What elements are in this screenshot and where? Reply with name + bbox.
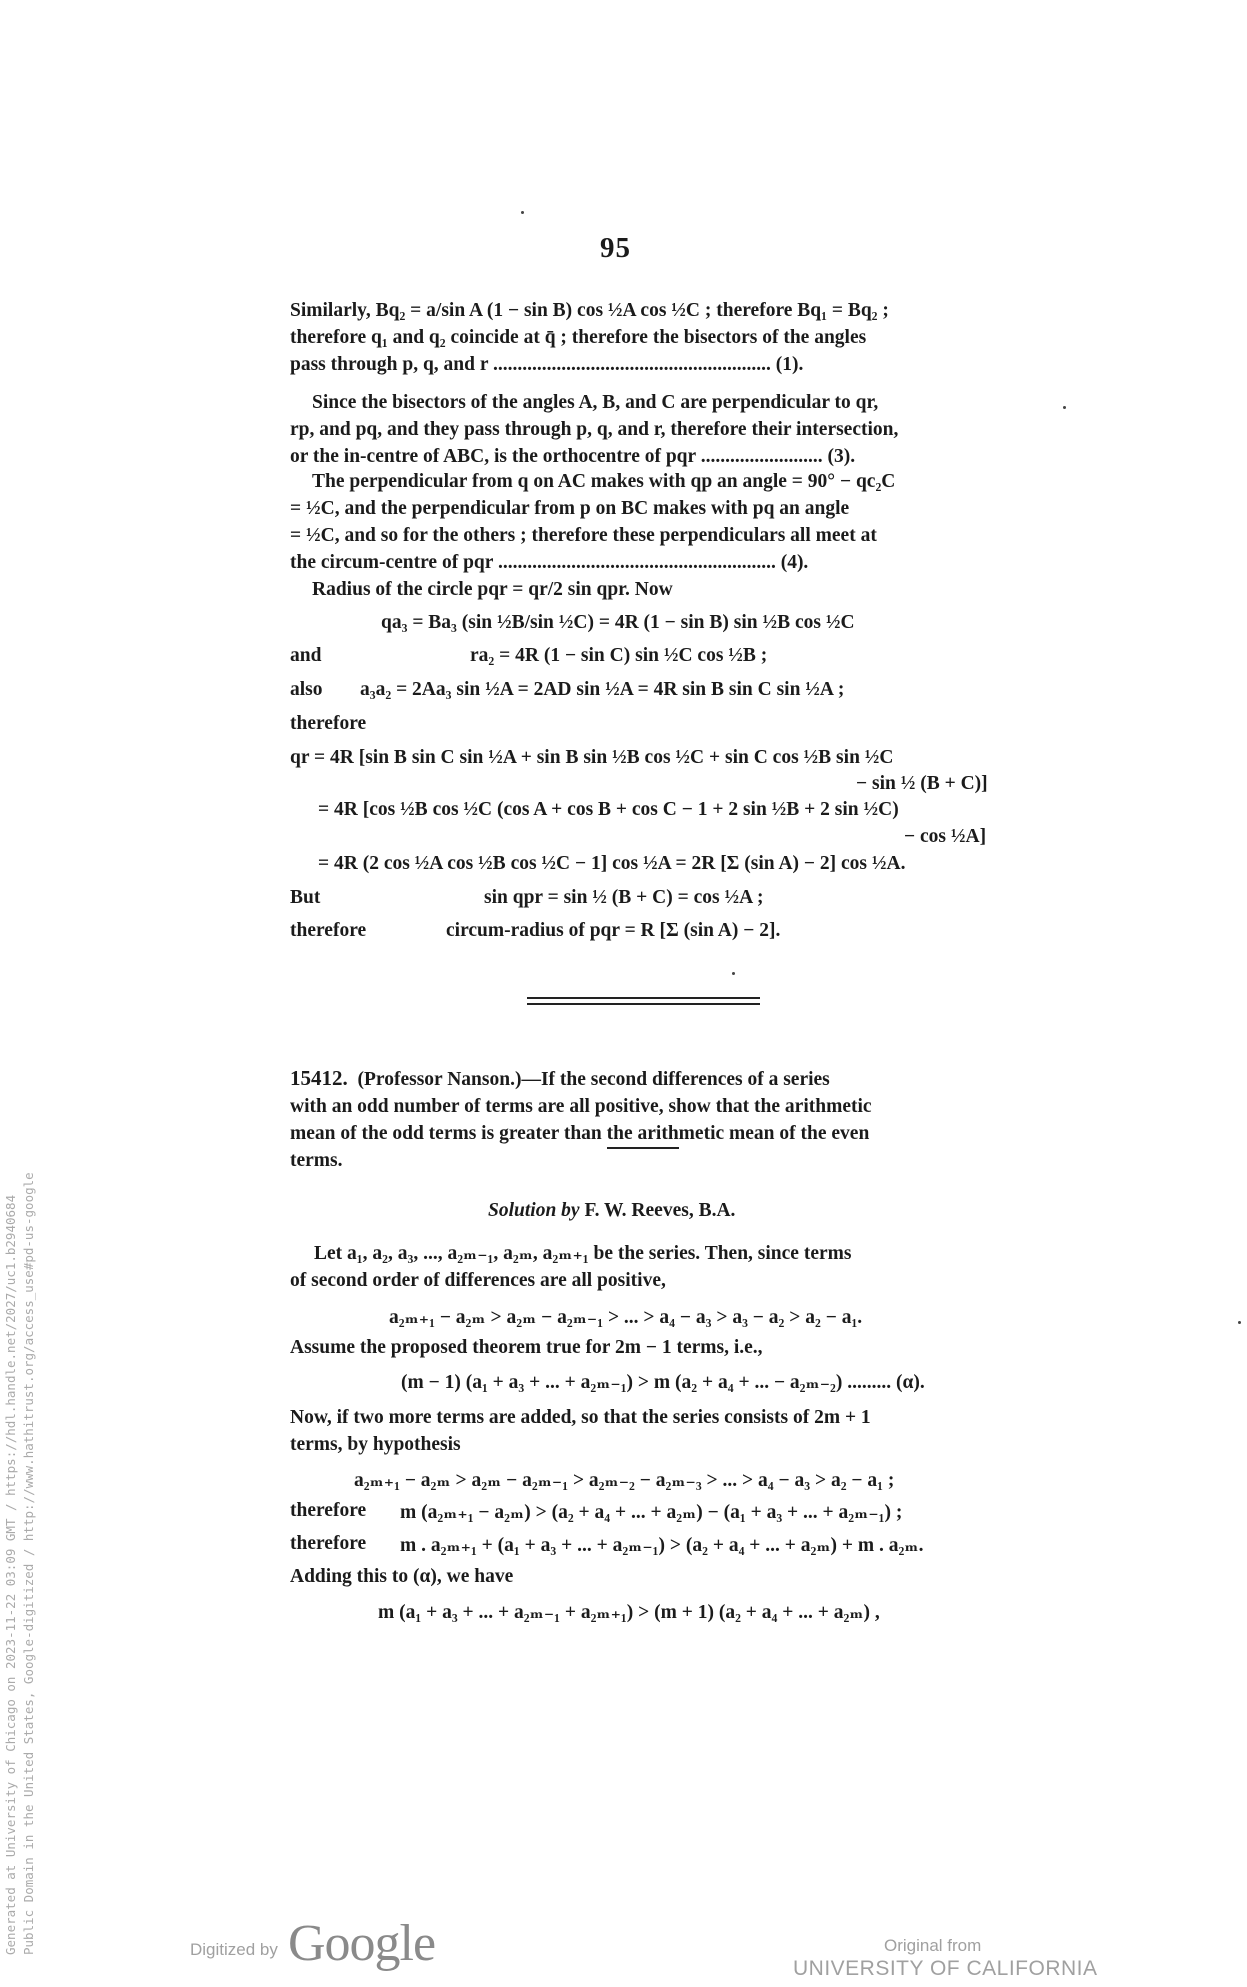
equation-qr-2-continued: − cos ½A]	[904, 826, 987, 847]
paragraph	[290, 389, 994, 470]
paragraph-line: or the in-centre of ABC, is the orthocentre of pqr ......................... (3).	[290, 446, 856, 467]
paragraph-line: = ½C, and the perpendicular from p on BC makes with pq an angle	[290, 498, 850, 519]
but-label: But	[290, 887, 321, 908]
paragraph-line: therefore q₁ and q₂ coincide at q̄ ; therefore the bisectors of the angles	[290, 327, 867, 348]
solution-heading	[488, 1200, 735, 1222]
equation-qr-2: = 4R [cos ½B cos ½C (cos A + cos B + cos C − 1 + 2 sin ½B + 2 sin ½C)	[318, 799, 899, 820]
equation-qr-1: qr = 4R [sin B sin C sin ½A + sin B sin ½B cos ½C + sin C cos ½B sin ½C	[290, 747, 894, 768]
solution-line: terms, by hypothesis	[290, 1434, 461, 1455]
equation-final: m (a₁ + a₃ + ... + a₂ₘ₋₁ + a₂ₘ₊₁) > (m + 1) (a₂ + a₄ + ... + a₂ₘ) ,	[378, 1602, 880, 1623]
solution-line: Let a₁, a₂, a₃, ..., a₂ₘ₋₁, a₂ₘ, a₂ₘ₊₁ be the series. Then, since terms	[314, 1243, 852, 1264]
paragraph-line: = ½C, and so for the others ; therefore these perpendiculars all meet at	[290, 525, 877, 546]
assume-line: Assume the proposed theorem true for 2m − 1 terms, i.e.,	[290, 1337, 763, 1358]
problem-divider	[607, 1147, 679, 1149]
paragraph-line: The perpendicular from q on AC makes with qp an angle = 90° − qc₂C	[312, 471, 896, 492]
section-divider-bottom	[527, 1003, 760, 1005]
equation-qa3: qa₃ = Ba₃ (sin ½B/sin ½C) = 4R (1 − sin B) sin ½B cos ½C	[381, 612, 855, 633]
paragraph-line: pass through p, q, and r ......................................................... (1).	[290, 354, 804, 375]
google-logo: Google	[288, 1915, 436, 1972]
digitized-by-label: Digitized by	[190, 1940, 278, 1959]
problem-line: mean of the odd terms is greater than the arithmetic mean of the even	[290, 1123, 870, 1144]
radius-line: Radius of the circle pqr = qr/2 sin qpr. Now	[312, 579, 673, 600]
equation-circum-radius: circum-radius of pqr = R [Σ (sin A) − 2].	[446, 920, 781, 941]
paragraph	[290, 468, 994, 576]
equation-hypothesis: a₂ₘ₊₁ − a₂ₘ > a₂ₘ − a₂ₘ₋₁ > a₂ₘ₋₂ − a₂ₘ₋₃ > ... > a₄ − a₃ > a₂ − a₁ ;	[354, 1470, 895, 1491]
solution-author: F. W. Reeves, B.A.	[584, 1200, 736, 1221]
equation-sin-qpr: sin qpr = sin ½ (B + C) = cos ½A ;	[484, 887, 764, 908]
page-number: 95	[600, 232, 631, 264]
paragraph-line: Similarly, Bq₂ = a/sin A (1 − sin B) cos ½A cos ½C ; therefore Bq₁ = Bq₂ ;	[290, 300, 889, 321]
paragraph-line: the circum-centre of pqr ......................................................... (4).	[290, 552, 809, 573]
paragraph-line: rp, and pq, and they pass through p, q, and r, therefore their intersection,	[290, 419, 899, 440]
paragraph	[290, 297, 994, 378]
equation-differences: a₂ₘ₊₁ − a₂ₘ > a₂ₘ − a₂ₘ₋₁ > ... > a₄ − a₃ > a₃ − a₂ > a₂ − a₁.	[389, 1307, 863, 1328]
equation-step-3: m (a₂ₘ₊₁ − a₂ₘ) > (a₂ + a₄ + ... + a₂ₘ) − (a₁ + a₃ + ... + a₂ₘ₋₁) ;	[400, 1502, 903, 1523]
equation-alpha: (m − 1) (a₁ + a₃ + ... + a₂ₘ₋₁) > m (a₂ + a₄ + ... − a₂ₘ₋₂) ......... (α).	[401, 1372, 925, 1393]
scan-speck	[521, 211, 524, 214]
university-name: UNIVERSITY OF CALIFORNIA	[793, 1957, 1098, 1980]
therefore-label: therefore	[290, 1500, 367, 1521]
paragraph-line: Since the bisectors of the angles A, B, and C are perpendicular to qr,	[312, 392, 879, 413]
scan-speck	[1238, 1321, 1241, 1324]
problem-line: with an odd number of terms are all positive, show that the arithmetic	[290, 1096, 872, 1117]
equation-qr-1-continued: − sin ½ (B + C)]	[856, 773, 988, 794]
solution-label: Solution by	[488, 1200, 580, 1221]
section-divider-top	[527, 997, 760, 999]
therefore-label: therefore	[290, 1533, 367, 1554]
therefore-label: therefore	[290, 713, 367, 734]
equation-ra2: ra₂ = 4R (1 − sin C) sin ½C cos ½B ;	[470, 645, 768, 666]
also-label: also	[290, 679, 323, 700]
margin-watermark-line-1: Generated at University of Chicago on 2023-11-22 03:09 GMT / https://hdl.handle.net/2027/uc1.b2940684	[3, 1194, 18, 1955]
problem-number: 15412.	[290, 1066, 348, 1090]
solution-line: of second order of differences are all positive,	[290, 1270, 666, 1291]
solution-intro	[290, 1240, 994, 1294]
and-label: and	[290, 645, 322, 666]
now-paragraph	[290, 1404, 994, 1458]
equation-step-4: m . a₂ₘ₊₁ + (a₁ + a₃ + ... + a₂ₘ₋₁) > (a₂ + a₄ + ... + a₂ₘ) + m . a₂ₘ.	[400, 1535, 924, 1556]
scan-speck	[732, 972, 735, 975]
original-from-label: Original from	[884, 1936, 982, 1955]
margin-watermark-line-2: Public Domain in the United States, Google-digitized / http://www.hathitrust.org/access_use#pd-us-google	[21, 1172, 36, 1955]
equation-qr-3: = 4R (2 cos ½A cos ½B cos ½C − 1] cos ½A = 2R [Σ (sin A) − 2] cos ½A.	[318, 853, 906, 874]
problem-statement	[290, 1065, 994, 1174]
therefore-label: therefore	[290, 920, 367, 941]
scan-speck	[1063, 406, 1066, 409]
problem-line: terms.	[290, 1150, 343, 1171]
solution-line: Now, if two more terms are added, so that the series consists of 2m + 1	[290, 1407, 871, 1428]
equation-a3a2: a₃a₂ = 2Aa₃ sin ½A = 2AD sin ½A = 4R sin B sin C sin ½A ;	[360, 679, 845, 700]
problem-line: (Professor Nanson.)—If the second differences of a series	[357, 1069, 830, 1090]
adding-line: Adding this to (α), we have	[290, 1566, 514, 1587]
